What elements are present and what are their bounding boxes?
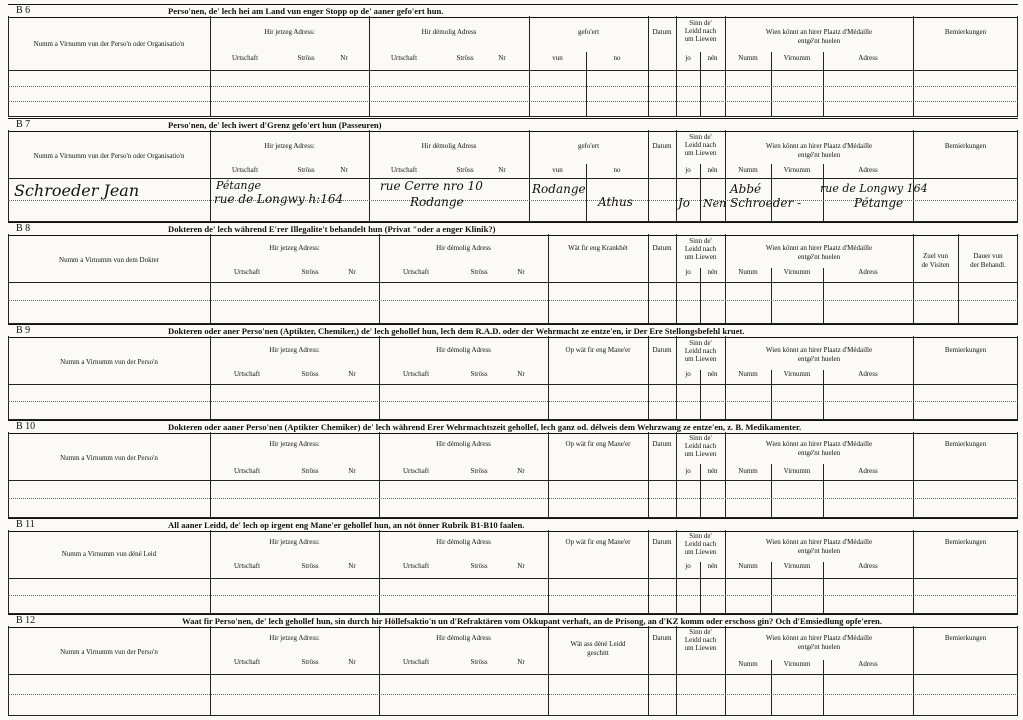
section-title: Perso'nen, de' lech hei am Land vun enger Stopp op de' aaner gefo'ert hun. (168, 6, 444, 16)
section-id: B 8 (16, 223, 31, 234)
section-id: B 12 (16, 615, 36, 626)
section-id: B 9 (16, 325, 31, 336)
col-witness: Wien könnt an hirer Plaatz d'Médaille (765, 28, 873, 36)
handwritten-witness-address: rue de Longwy 164 (820, 182, 928, 195)
section-b7: B 7 Perso'nen, de' lech iwert d'Grenz gefo'ert hun (Passeuren) Numm a Virnumm vun der Perso'n oder Organisatio'n Hir jetzeg Adress: Urtschaft Ströss Nr Hir démolig Adress Urtschaft Ströss Nr gefo'ert vun no Datum Sinn de' Leidd nach um Liewen jo nén Wien könnt an hirer Plaatz d'Médaille entgé'nt huelen Numm Virnumm Adress Bemierkungen Schroeder Jean Pétange rue de Longwy h:164 rue Cerre nro 10 Rodange Rodange Athus Jo Nen Abbé Schroeder - rue de Longwy 164 Pétange (8, 118, 1018, 222)
section-id: B 6 (16, 5, 31, 16)
section-b8: B 8 Dokteren de' lech während E'rer Illegalite't behandelt hun (Privat "oder a enger Klinik?) Numm a Virnumm vun dem Dokter Hir jetzeg Adress: Urtschaft Ströss Nr Hir démolig Adress Urtschaft Ströss Nr Wät fir eng Krankhét Datum Sinn de' Leidd nach um Liewen jo nén Wien könnt an hirer Plaatz d'Médaille entgé'nt huelen Numm Virnumm Adress Zuel vun de Visiten Dauer vun der Behandl. (8, 222, 1018, 324)
section-header (8, 324, 1018, 338)
col-addr-then: Hir démolig Adress (421, 142, 477, 150)
col-street: Ströss (456, 54, 474, 62)
section-title: All aaner Leidd, de' lech op irgent eng Mane'er gehollef hun, an nöt önner Rubrik B1-B10 faalen. (168, 520, 525, 530)
col-adress: Adress (858, 54, 878, 62)
section-title: Dokteren oder aner Perso'nen (Aptikter, Chemiker,) de' lech gehollef hun, lech dem R.A.D. oder der Wehrmacht ze entze'en, ir Der Ere Stellongsbefehl kruet. (168, 326, 745, 336)
section-id: B 10 (16, 421, 36, 432)
section-title: Waat fir Perso'nen, de' lech gehollef hun, sin durch hir Höllefsaktio'n un d'Refraktären vom Okkupant verhaft, an de Prisong, an d'KZ komm oder erschoss gin? Och d'Emsiedlung opfe'eren. (182, 616, 882, 626)
handwritten-now-street: rue de Longwy h:164 (214, 192, 344, 206)
section-header (8, 222, 1018, 236)
col-virnumm: Virnumm (783, 54, 811, 62)
section-id: B 11 (16, 519, 35, 530)
section-b10: B 10 Dokteren oder aaner Perso'nen (Aptikter Chemiker) de' lech während Erer Wehrmachtszeit gehollef, lech ganz od. délweis dem Wehrzwang ze entze'en, z. B. Medikamenter. Numm a Virnumm vun der Perso'n Hir jetzeg Adress: Urtschaft Ströss Nr Hir démolig Adress Urtschaft Ströss Nr Op wät fir eng Mane'er Datum Sinn de' Leidd nach um Liewen jo nén Wien könnt an hirer Plaatz d'Médaille entgé'nt huelen Numm Virnumm Adress Bemierkungen (8, 420, 1018, 518)
section-title: Dokteren de' lech während E'rer Illegalite't behandelt hun (Privat "oder a enger Klinik?) (168, 224, 496, 234)
col-jo: jo (685, 54, 691, 62)
col-addr-now: Hir jetzeg Adress: (264, 28, 315, 36)
col-numm: Numm (738, 54, 758, 62)
col-town: Urtschaft (390, 54, 418, 62)
handwritten-witness-town: Pétange (854, 196, 904, 210)
handwritten-now-town: Pétange (216, 179, 262, 192)
col-name: Numm a Virnumm vun der Perso'n (60, 454, 158, 462)
col-nr: Nr (498, 54, 506, 62)
section-id: B 7 (16, 119, 31, 130)
col-datum: Datum (652, 142, 672, 150)
handwritten-from: Rodange (532, 182, 586, 196)
section-title: Perso'nen, de' lech iwert d'Grenz gefo'ert hun (Passeuren) (168, 120, 382, 130)
col-datum: Datum (652, 28, 672, 36)
col-name: Numm a Virnumm vun der Perso'n oder Organisatio'n (33, 40, 185, 48)
col-name: Numm a Virnumm vun der Perso'n (60, 648, 158, 656)
col-name: Numm a Virnumm vun dem Dokter (59, 256, 159, 264)
col-illness: Wät fir eng Krankhét (568, 244, 628, 252)
handwritten-name: Schroeder Jean (14, 181, 140, 200)
section-title: Dokteren oder aaner Perso'nen (Aptikter Chemiker) de' lech während Erer Wehrmachtszeit gehollef, lech ganz od. délweis dem Wehrzwang ze entze'en, z. B. Medikamenter. (168, 422, 802, 432)
col-remarks: Bemierkungen (944, 142, 987, 150)
col-witness: Wien könnt an hirer Plaatz d'Médaille (765, 142, 873, 150)
handwritten-to: Athus (598, 195, 633, 209)
handwritten-then-street: rue Cerre nro 10 (380, 179, 483, 193)
section-b12: B 12 Waat fir Perso'nen, de' lech gehollef hun, sin durch hir Höllefsaktio'n un d'Refraktären vom Okkupant verhaft, an de Prisong, an d'KZ komm oder erschoss gin? Och d'Emsiedlung opfe'eren. Numm a Virnumm vun der Perso'n Hir jetzeg Adress: Urtschaft Ströss Nr Hir démolig Adress Urtschaft Ströss Nr Wät ass déné Leidd geschitt Datum Sinn de' Leidd nach um Liewen Wien könnt an hirer Plaatz d'Médaille entgé'nt huelen Numm Virnumm Adress Bemierkungen (8, 614, 1018, 716)
section-b11: B 11 All aaner Leidd, de' lech op irgent eng Mane'er gehollef hun, an nöt önner Rubrik B1-B10 faalen. Numm a Virnumm vun déné Leid Hir jetzeg Adress: Urtschaft Ströss Nr Hir démolig Adress Urtschaft Ströss Nr Op wät fir eng Mane'er Datum Sinn de' Leidd nach um Liewen jo nén Wien könnt an hirer Plaatz d'Médaille entgé'nt huelen Numm Virnumm Adress Bemierkungen (8, 518, 1018, 614)
col-name: Numm a Virnumm vun der Perso'n (60, 358, 158, 366)
section-header (8, 118, 1018, 132)
col-gefoert: gefo'ert (577, 142, 600, 150)
section-b9: B 9 Dokteren oder aner Perso'nen (Aptikter, Chemiker,) de' lech gehollef hun, lech dem R.A.D. oder der Wehrmacht ze entze'en, ir Der Ere Stellongsbefehl kruet. Numm a Virnumm vun der Perso'n Hir jetzeg Adress: Urtschaft Ströss Nr Hir démolig Adress Urtschaft Ströss Nr Op wät fir eng Mane'er Datum Sinn de' Leidd nach um Liewen jo nén Wien könnt an hirer Plaatz d'Médaille entgé'nt huelen Numm Virnumm Adress Bemierkungen (8, 324, 1018, 420)
section-header (8, 614, 1018, 628)
col-no: no (613, 54, 621, 62)
col-alive: Sinn de' (689, 19, 712, 27)
handwritten-witness-name: Abbé (730, 182, 762, 196)
handwritten-then-town: Rodange (410, 195, 464, 209)
section-header (8, 420, 1018, 434)
section-b6: B 6 Perso'nen, de' lech hei am Land vun enger Stopp op de' aaner gefo'ert hun. Numm a Virnumm vun der Perso'n oder Organisatio'n Hir jetzeg Adress: Urtschaft Ströss Nr Hir démolig Adress Urtschaft Ströss Nr gefo'ert vun no Datum Sinn de' Leidd nach um Liewen jo nén Wien könnt an hirer Plaatz d'Médaille entgé'nt huelen Numm Virnumm Adress Bemierkungen (8, 4, 1018, 118)
col-name: Numm a Virnumm vun déné Leid (61, 550, 157, 558)
col-addr-then: Hir démolig Adress (421, 28, 477, 36)
col-name: Numm a Virnumm vun der Perso'n oder Organisatio'n (33, 152, 185, 160)
col-visits: Zuel vun (922, 252, 949, 260)
col-gefoert: gefo'ert (577, 28, 600, 36)
handwritten-nen: Nen (703, 197, 727, 210)
col-remarks: Bemierkungen (944, 28, 987, 36)
col-vun: vun (552, 54, 563, 62)
col-what-happened: Wät ass déné Leidd (570, 640, 626, 648)
handwritten-witness-virnumm: Schroeder - (730, 196, 802, 210)
col-nr: Nr (340, 54, 348, 62)
col-duration: Dauer vun (973, 252, 1003, 260)
col-manner: Op wät fir eng Mane'er (565, 346, 631, 354)
col-addr-now: Hir jetzeg Adress: (264, 142, 315, 150)
handwritten-jo: Jo (678, 196, 691, 210)
col-nen: nén (707, 54, 718, 62)
col-street: Ströss (297, 54, 315, 62)
section-header (8, 518, 1018, 532)
section-header (8, 4, 1018, 18)
col-town: Urtschaft (231, 54, 259, 62)
